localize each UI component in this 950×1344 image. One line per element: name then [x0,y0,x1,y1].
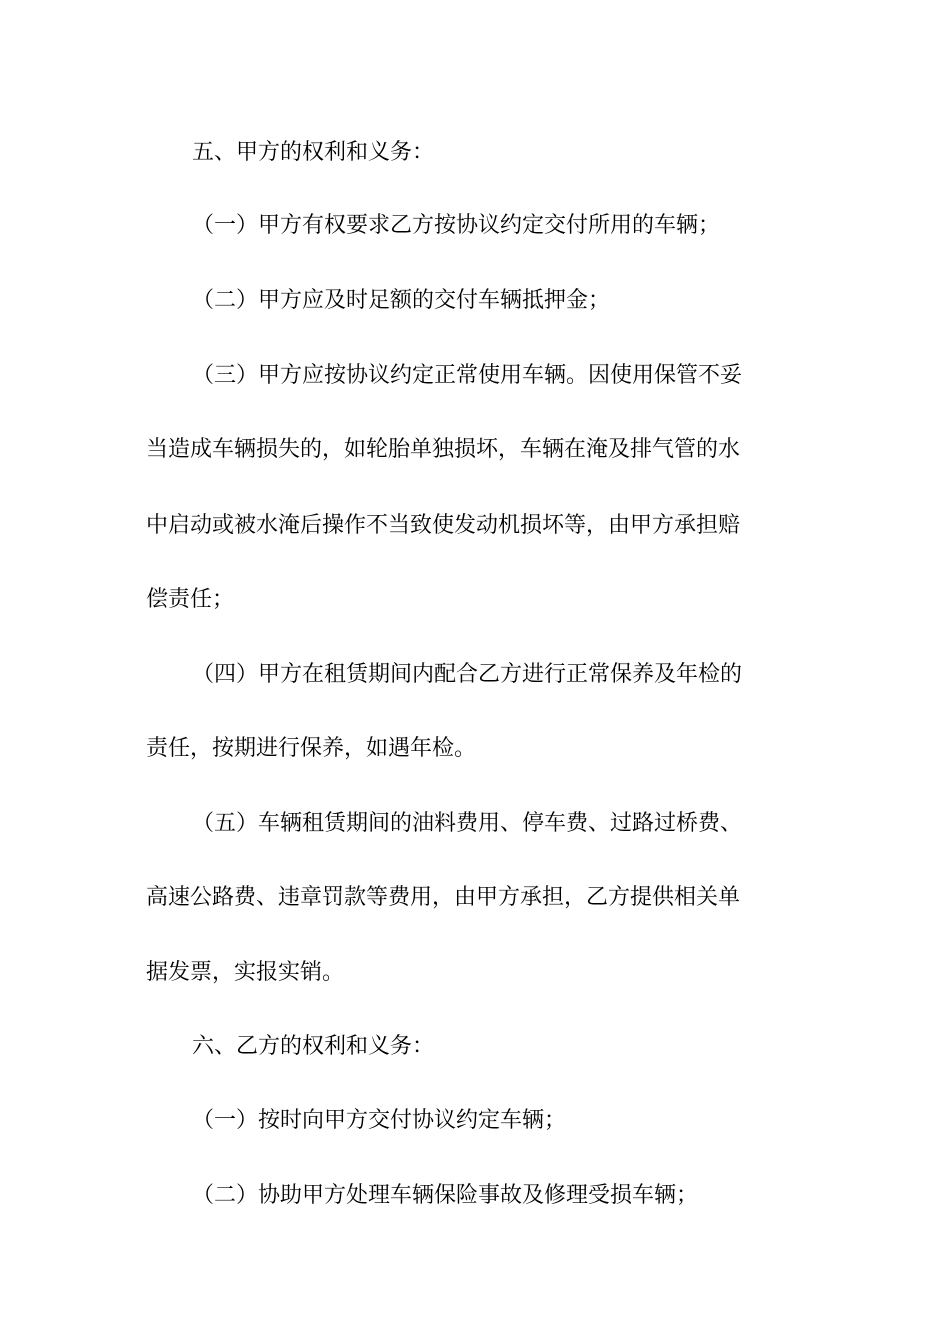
section-five-item-3-line-3: 中启动或被水淹后操作不当致使发动机损坏等，由甲方承担赔 [146,513,741,538]
section-five-item-2: （二）甲方应及时足额的交付车辆抵押金； [192,288,611,313]
section-five-item-3-line-1: （三）甲方应按协议约定正常使用车辆。因使用保管不妥 [192,363,743,388]
section-six-heading: 六、乙方的权利和义务： [192,1034,435,1059]
section-five-item-1: （一）甲方有权要求乙方按协议约定交付所用的车辆； [192,213,721,238]
section-six-item-2: （二）协助甲方处理车辆保险事故及修理受损车辆； [192,1183,699,1208]
section-five-item-3-line-2: 当造成车辆损失的，如轮胎单独损坏，车辆在淹及排气管的水 [146,437,741,462]
section-five-item-4-line-2: 责任，按期进行保养，如遇年检。 [146,736,477,761]
section-five-item-4-line-1: （四）甲方在租赁期间内配合乙方进行正常保养及年检的 [192,662,743,687]
section-five-item-3-line-4: 偿责任； [146,587,235,612]
section-five-item-5-line-2: 高速公路费、违章罚款等费用，由甲方承担，乙方提供相关单 [146,885,741,910]
section-five-item-5-line-3: 据发票，实报实销。 [146,960,345,985]
section-five-item-5-line-1: （五）车辆租赁期间的油料费用、停车费、过路过桥费、 [192,811,743,836]
section-six-item-1: （一）按时向甲方交付协议约定车辆； [192,1108,567,1133]
section-five-heading: 五、甲方的权利和义务： [192,140,435,165]
